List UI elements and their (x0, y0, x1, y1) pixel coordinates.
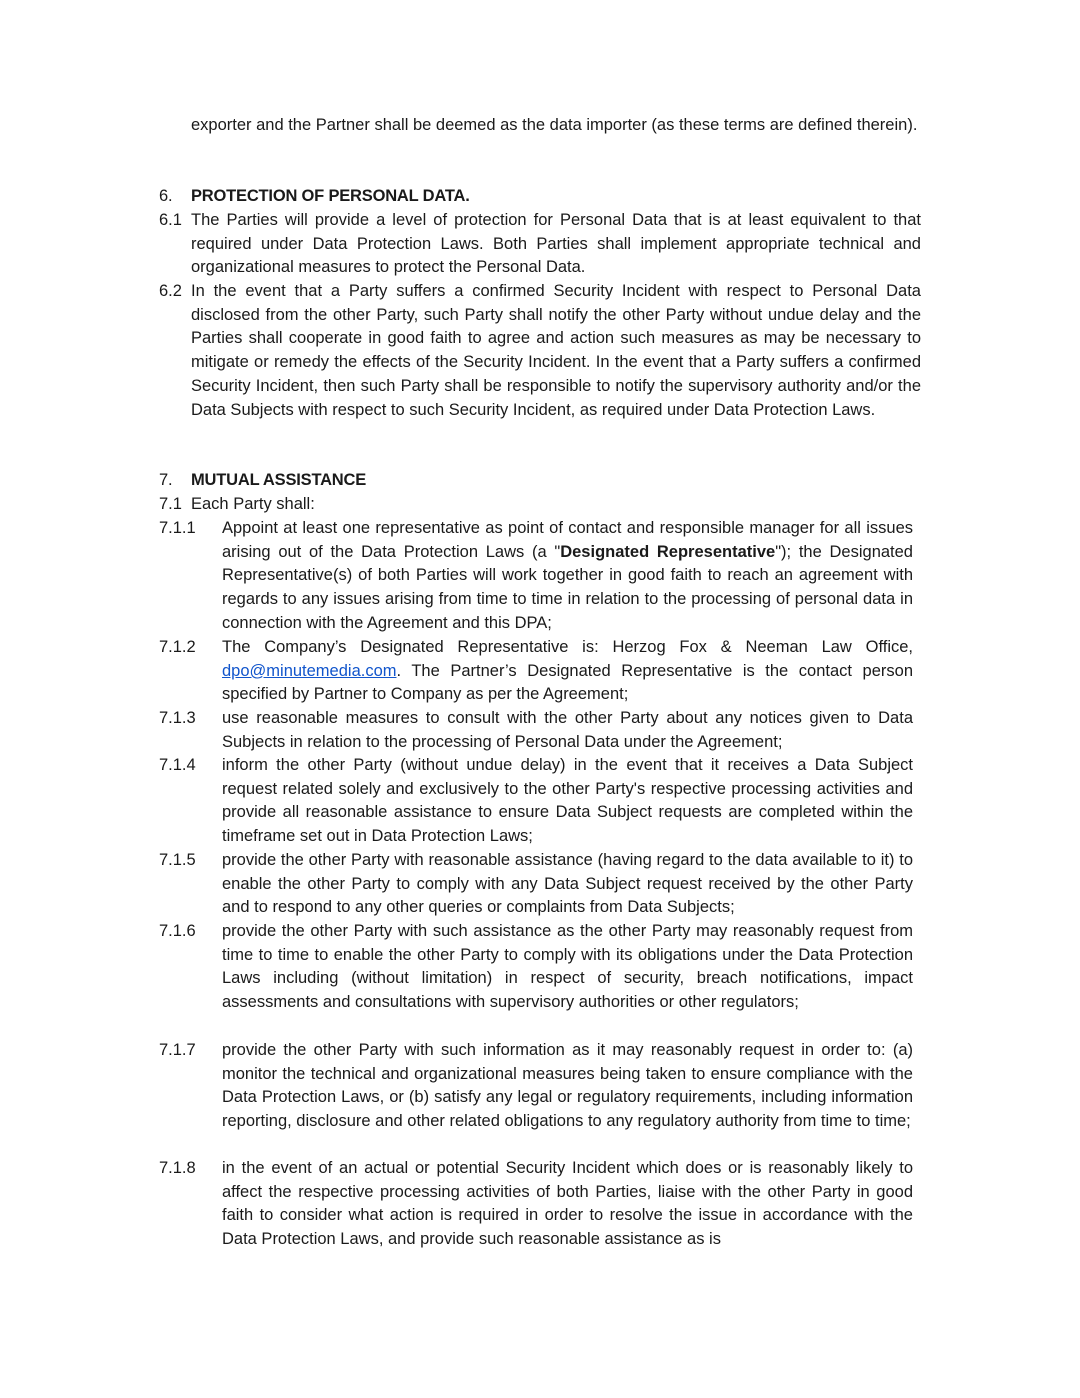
subclause-text-part: Appoint at least one representative as point of contact and responsible manager for all issues arising out of the Data Protection Laws (a " (222, 519, 913, 561)
section-7-title: MUTUAL ASSISTANCE (191, 471, 367, 489)
clause-text: In the event that a Party suffers a confirmed Security Incident with respect to Personal Data disclosed from the other Party, such Party shall notify the other Party without undue delay and the Parties shall cooperate in good faith to agree and action such measures as may be necessary to mitigate or remedy the effects of the Security Incident. In the event that a Party suffers a confirmed Security Incident, then such Party shall be responsible to notify the supervisory authority and/or the Data Subjects with respect to such Security Incident, as required under Data Protection Laws. (191, 282, 921, 419)
subclause-number: 7.1.5 (159, 851, 196, 869)
clause-number: 6.2 (159, 282, 182, 300)
clause-number: 6.1 (159, 211, 182, 229)
email-link[interactable]: dpo@minutemedia.com (222, 661, 397, 680)
section-6-number: 6. (159, 187, 173, 205)
subclause-text-part: "); the Designated Representative(s) of both Parties will work together in good faith to reach an agreement with regards to any issues arising from time to time in relation to the processing of personal data in connection with the Agreement and this DPA; (222, 542, 913, 632)
subclause-7-1-3 (159, 707, 913, 754)
subclause-text: provide the other Party with such assistance as the other Party may reasonably request from time to time to enable the other Party to comply with its obligations under the Data Protection Laws including (without limitation) in respect of security, breach notifications, impact assessments and consultations with supervisory authorities or other regulators; (222, 922, 913, 1012)
subclause-7-1-7 (159, 1039, 913, 1134)
subclause-7-1-5 (159, 849, 913, 920)
subclause-number: 7.1.8 (159, 1159, 196, 1177)
subclause-text: use reasonable measures to consult with the other Party about any notices given to Data Subjects in relation to the processing of Personal Data under the Agreement; (222, 709, 913, 751)
subclause-number: 7.1.2 (159, 638, 196, 656)
section-7-number: 7. (159, 471, 173, 489)
subclause-text: provide the other Party with such information as it may reasonably request in order to: (a) monitor the technical and organizational measures being taken to ensure compliance with the Data Protection Laws, or (b) satisfy any legal or regulatory requirements, including information reporting, disclosure and other related obligations to any regulatory authority from time to time; (222, 1041, 913, 1131)
clause-text: Each Party shall: (191, 495, 315, 513)
subclause-text: inform the other Party (without undue delay) in the event that it receives a Data Subject request related solely and exclusively to the other Party's respective processing activities and provide all reasonable assistance to ensure Data Subject requests are completed within the timeframe set out in Data Protection Laws; (222, 756, 913, 846)
subclause-text-part: . The Partner’s Designated Representative is the contact person specified by Partner to Company as per the Agreement; (222, 661, 913, 704)
intro-paragraph: exporter and the Partner shall be deemed as the data importer (as these terms are defined therein). (191, 116, 918, 134)
section-6-title: PROTECTION OF PERSONAL DATA. (191, 187, 470, 205)
subclause-number: 7.1.6 (159, 922, 196, 940)
clause-number: 7.1 (159, 495, 182, 513)
subclause-number: 7.1.4 (159, 756, 196, 774)
section-6-heading (159, 185, 470, 209)
clause-6-2 (159, 280, 921, 422)
clause-7-1 (159, 493, 921, 517)
subclause-7-1-1 (159, 517, 913, 636)
subclause-7-1-8 (159, 1157, 913, 1252)
subclause-7-1-2 (159, 636, 913, 707)
clause-text: The Parties will provide a level of protection for Personal Data that is at least equivalent to that required under Data Protection Laws. Both Parties shall implement appropriate technical and organizational measures to protect the Personal Data. (191, 211, 921, 277)
subclause-text (222, 517, 913, 636)
subclause-7-1-4 (159, 754, 913, 849)
subclause-text-part: The Company’s Designated Representative is: Herzog Fox & Neeman Law Office, (222, 638, 913, 656)
subclause-number: 7.1.7 (159, 1041, 196, 1059)
subclause-number: 7.1.1 (159, 519, 196, 537)
clause-6-1 (159, 209, 921, 280)
defined-term: Designated Representative (560, 542, 776, 561)
subclause-7-1-6 (159, 920, 913, 1015)
subclause-text: in the event of an actual or potential Security Incident which does or is reasonably likely to affect the respective processing activities of both Parties, liaise with the other Party in good faith to consider what action is required in order to resolve the issue in accordance with the Data Protection Laws, and provide such reasonable assistance as is (222, 1159, 913, 1249)
subclause-text (222, 636, 913, 707)
section-7-heading (159, 469, 366, 493)
subclause-text: provide the other Party with reasonable assistance (having regard to the data available to it) to enable the other Party to comply with any Data Subject request received by the other Party and to respond to any other queries or complaints from Data Subjects; (222, 851, 913, 917)
subclause-number: 7.1.3 (159, 709, 196, 727)
